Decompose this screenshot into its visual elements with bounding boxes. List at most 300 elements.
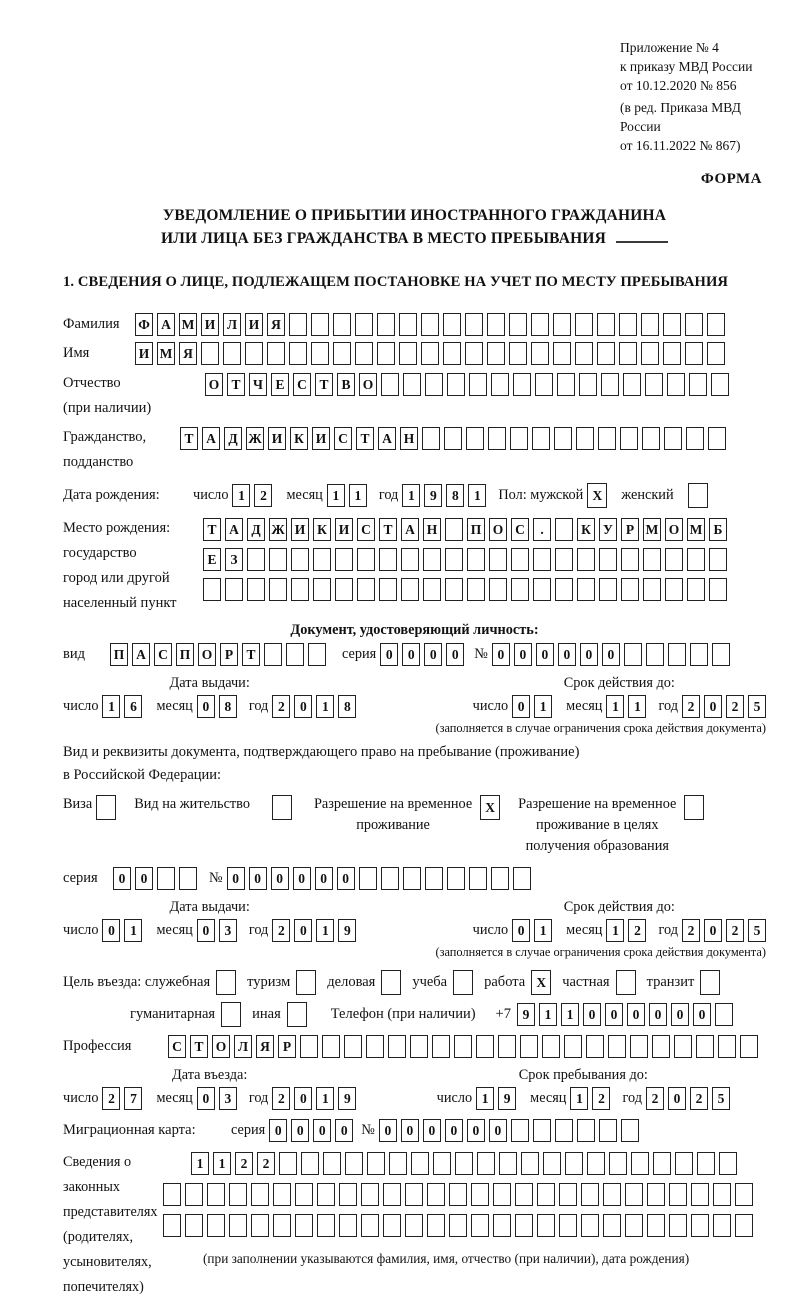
- form-cell: 0: [313, 1119, 331, 1142]
- form-cell: [272, 795, 292, 820]
- tourism-checkbox: [296, 970, 316, 995]
- form-cell: [381, 867, 399, 890]
- phone-cells: [517, 1003, 733, 1026]
- permit-valid-year-cells: [682, 919, 766, 942]
- temp-permit-label: Разрешение на временное проживание: [313, 796, 473, 833]
- form-cell: [645, 373, 663, 396]
- form-cell: [425, 867, 443, 890]
- form-cell: [489, 548, 507, 571]
- form-cell: [269, 548, 287, 571]
- form-cell: [383, 1183, 401, 1206]
- form-cell: [221, 1002, 241, 1027]
- form-cell: [509, 313, 527, 336]
- work-checkbox: [531, 970, 551, 995]
- business-checkbox: [381, 970, 401, 995]
- form-cell: [630, 1035, 648, 1058]
- form-cell: М: [643, 518, 661, 541]
- legal-cells-1: [191, 1152, 753, 1175]
- stay-until-block: Срок пребывания до: число 1 9 месяц 1 2 год 2 0 2 5: [437, 1067, 766, 1110]
- form-cell: [537, 1214, 555, 1237]
- form-cell: [712, 643, 730, 666]
- form-cell: 2: [254, 484, 272, 507]
- form-cell: [642, 427, 660, 450]
- form-cell: [740, 1035, 758, 1058]
- form-cell: [665, 548, 683, 571]
- form-cell: [229, 1183, 247, 1206]
- residence-permit-checkbox: [272, 795, 292, 820]
- form-cell: 2: [628, 919, 646, 942]
- form-cell: [577, 1119, 595, 1142]
- form-cell: 9: [424, 484, 442, 507]
- citizenship-row: [63, 425, 766, 475]
- form-cell: [587, 1152, 605, 1175]
- form-cell: [489, 578, 507, 601]
- form-cell: [488, 427, 506, 450]
- form-cell: [616, 970, 636, 995]
- form-cell: [697, 1152, 715, 1175]
- form-cell: Е: [203, 548, 221, 571]
- form-cell: [709, 578, 727, 601]
- form-cell: [313, 548, 331, 571]
- form-cell: [669, 1214, 687, 1237]
- form-cell: [685, 313, 703, 336]
- form-cell: Т: [379, 518, 397, 541]
- permit-issue-year-cells: [272, 919, 356, 942]
- form-cell: 2: [272, 695, 290, 718]
- form-cell: 0: [402, 643, 420, 666]
- form-cell: 5: [748, 695, 766, 718]
- other-label: иная: [252, 1006, 281, 1022]
- form-cell: 0: [337, 867, 355, 890]
- form-cell: [445, 548, 463, 571]
- form-cell: [669, 1183, 687, 1206]
- header-line: от 10.12.2020 № 856: [620, 78, 737, 93]
- form-cell: А: [202, 427, 220, 450]
- form-cell: Я: [256, 1035, 274, 1058]
- residence-permit-item: [134, 794, 292, 820]
- form-cell: [643, 578, 661, 601]
- doc-type-row: [63, 643, 766, 666]
- form-cell: [401, 548, 419, 571]
- tourism-label: туризм: [247, 974, 291, 990]
- business-label: деловая: [327, 974, 376, 990]
- surname-row: [63, 313, 766, 336]
- form-cell: [621, 578, 639, 601]
- form-cell: [465, 342, 483, 365]
- form-cell: [247, 578, 265, 601]
- form-cell: [296, 970, 316, 995]
- form-cell: И: [335, 518, 353, 541]
- form-cell: 0: [649, 1003, 667, 1026]
- form-cell: [624, 643, 642, 666]
- forma-label: ФОРМА: [700, 171, 762, 187]
- form-cell: [427, 1214, 445, 1237]
- form-cell: А: [132, 643, 150, 666]
- permit-series-row: [63, 867, 766, 890]
- form-cell: [157, 867, 175, 890]
- form-cell: 2: [235, 1152, 253, 1175]
- form-cell: [577, 578, 595, 601]
- form-cell: [575, 313, 593, 336]
- residence-permit-label: Вид на жительство: [134, 796, 250, 812]
- form-cell: 8: [338, 695, 356, 718]
- form-cell: [511, 578, 529, 601]
- permit-issue-month-cells: [197, 919, 237, 942]
- doc-type-label: вид: [63, 646, 85, 662]
- form-cell: 9: [498, 1087, 516, 1110]
- form-cell: [691, 1183, 709, 1206]
- form-cell: [696, 1035, 714, 1058]
- doc-dates: [63, 675, 766, 736]
- form-cell: 1: [316, 1087, 334, 1110]
- form-cell: [553, 342, 571, 365]
- form-cell: [467, 548, 485, 571]
- humanitarian-checkbox: [221, 1002, 241, 1027]
- form-cell: [599, 578, 617, 601]
- form-cell: 1: [102, 695, 120, 718]
- permit-series-cells: [113, 867, 197, 890]
- residence-checkbox-row: [63, 794, 766, 857]
- form-cell: [515, 1183, 533, 1206]
- form-cell: [355, 342, 373, 365]
- form-cell: В: [337, 373, 355, 396]
- birthplace-cells-3: [203, 578, 727, 601]
- form-cell: 9: [517, 1003, 535, 1026]
- form-cell: [377, 342, 395, 365]
- form-cell: [289, 342, 307, 365]
- form-cell: [367, 1152, 385, 1175]
- form-cell: [361, 1214, 379, 1237]
- form-cell: 0: [294, 919, 312, 942]
- form-cell: [663, 342, 681, 365]
- form-cell: [565, 1152, 583, 1175]
- form-cell: [686, 427, 704, 450]
- form-cell: 0: [294, 1087, 312, 1110]
- profession-cells: [168, 1035, 758, 1058]
- form-cell: Ф: [135, 313, 153, 336]
- form-cell: [535, 373, 553, 396]
- form-cell: [317, 1183, 335, 1206]
- legal-cells-2: [163, 1183, 753, 1206]
- purpose-row: [63, 970, 766, 995]
- entry-day-cells: [102, 1087, 142, 1110]
- doc-valid-year-cells: [682, 695, 766, 718]
- form-cell: [357, 548, 375, 571]
- sex-female-label: женский: [621, 487, 674, 503]
- doc-type-cells: [110, 643, 326, 666]
- form-cell: 1: [534, 919, 552, 942]
- form-cell: Д: [224, 427, 242, 450]
- form-cell: 0: [113, 867, 131, 890]
- entry-dates: [63, 1067, 766, 1110]
- form-cell: [542, 1035, 560, 1058]
- doc-number-label: №: [474, 646, 488, 662]
- form-cell: [405, 1183, 423, 1206]
- form-cell: 2: [257, 1152, 275, 1175]
- form-cell: [599, 548, 617, 571]
- citizenship-cells: [180, 427, 726, 450]
- blank-underline: [616, 241, 668, 243]
- birthplace-cells-stack: [203, 518, 727, 601]
- form-cell: 0: [401, 1119, 419, 1142]
- form-cell: [533, 1119, 551, 1142]
- form-cell: [295, 1214, 313, 1237]
- form-cell: Р: [220, 643, 238, 666]
- form-cell: 0: [583, 1003, 601, 1026]
- mig-series-label: серия: [231, 1122, 266, 1138]
- form-cell: Д: [247, 518, 265, 541]
- form-cell: [665, 578, 683, 601]
- form-cell: Т: [315, 373, 333, 396]
- form-cell: [621, 1119, 639, 1142]
- form-cell: 1: [534, 695, 552, 718]
- form-cell: [601, 373, 619, 396]
- study-checkbox: [453, 970, 473, 995]
- form-cell: [643, 548, 661, 571]
- residence-doc-text-2: в Российской Федерации:: [63, 767, 222, 783]
- form-cell: 0: [492, 643, 510, 666]
- form-cell: И: [312, 427, 330, 450]
- form-cell: Р: [621, 518, 639, 541]
- form-cell: [707, 342, 725, 365]
- form-cell: 2: [682, 695, 700, 718]
- form-cell: [279, 1152, 297, 1175]
- doc-issue-block: Дата выдачи: число 1 6 месяц 0 8 год 2 0 1 8: [63, 675, 356, 736]
- form-cell: [273, 1214, 291, 1237]
- form-cell: [532, 427, 550, 450]
- permit-valid-month-cells: [606, 919, 646, 942]
- transit-label: транзит: [646, 974, 695, 990]
- birth-day-cells: [232, 484, 272, 507]
- form-cell: [291, 578, 309, 601]
- permit-number-label: №: [209, 870, 223, 886]
- patronymic-row: [63, 371, 766, 421]
- form-cell: 0: [445, 1119, 463, 1142]
- form-cell: О: [205, 373, 223, 396]
- form-cell: 3: [219, 919, 237, 942]
- birth-year-cells: [402, 484, 486, 507]
- form-cell: [579, 373, 597, 396]
- form-cell: Ж: [269, 518, 287, 541]
- form-cell: [499, 1152, 517, 1175]
- form-cell: Я: [179, 342, 197, 365]
- form-cell: 1: [316, 919, 334, 942]
- form-cell: [581, 1183, 599, 1206]
- form-cell: X: [587, 483, 607, 508]
- form-cell: 1: [327, 484, 345, 507]
- form-cell: [685, 342, 703, 365]
- form-cell: [389, 1152, 407, 1175]
- birth-month-cells: [327, 484, 367, 507]
- form-cell: [586, 1035, 604, 1058]
- year-label: год: [378, 487, 399, 503]
- form-cell: [179, 867, 197, 890]
- form-cell: О: [212, 1035, 230, 1058]
- form-cell: К: [313, 518, 331, 541]
- name-cells: [135, 342, 725, 365]
- form-cell: 0: [315, 867, 333, 890]
- form-cell: Ж: [246, 427, 264, 450]
- mig-number-cells: [379, 1119, 639, 1142]
- form-cell: [339, 1183, 357, 1206]
- form-cell: [625, 1214, 643, 1237]
- official-checkbox: [216, 970, 236, 995]
- form-cell: [646, 643, 664, 666]
- doc-number-cells: [492, 643, 730, 666]
- form-cell: [245, 342, 263, 365]
- form-cell: [664, 427, 682, 450]
- form-cell: 1: [476, 1087, 494, 1110]
- form-cell: [453, 970, 473, 995]
- form-cell: 2: [102, 1087, 120, 1110]
- legal-reps-section: [63, 1150, 766, 1300]
- form-cell: [433, 1152, 451, 1175]
- permit-issue-block: Дата выдачи: число 0 1 месяц 0 3 год 2 0 1 9: [63, 899, 356, 960]
- form-cell: Е: [271, 373, 289, 396]
- form-cell: [287, 1002, 307, 1027]
- form-cell: [575, 342, 593, 365]
- form-cell: [719, 1152, 737, 1175]
- form-cell: [449, 1214, 467, 1237]
- form-cell: 3: [219, 1087, 237, 1110]
- form-cell: [647, 1214, 665, 1237]
- form-cell: 2: [592, 1087, 610, 1110]
- form-cell: [621, 548, 639, 571]
- header-line: (в ред. Приказа МВД России: [620, 100, 741, 134]
- permit-dates: [63, 899, 766, 960]
- form-cell: П: [176, 643, 194, 666]
- form-cell: 8: [446, 484, 464, 507]
- form-cell: [267, 342, 285, 365]
- form-cell: [555, 578, 573, 601]
- legal-reps-cells: [163, 1152, 753, 1267]
- form-cell: [511, 548, 529, 571]
- form-cell: [577, 548, 595, 571]
- doc-valid-day-cells: [512, 695, 552, 718]
- form-cell: Л: [234, 1035, 252, 1058]
- form-cell: [533, 548, 551, 571]
- purpose-row-2: [130, 1002, 766, 1027]
- entry-date-block: Дата въезда: число 2 7 месяц 0 3 год 2 0 1 9: [63, 1067, 356, 1110]
- form-cell: [399, 313, 417, 336]
- form-cell: [709, 548, 727, 571]
- form-cell: [251, 1214, 269, 1237]
- form-cell: [421, 313, 439, 336]
- doc-series-cells: [380, 643, 464, 666]
- form-cell: 0: [671, 1003, 689, 1026]
- doc-issue-year-cells: [272, 695, 356, 718]
- form-cell: 2: [646, 1087, 664, 1110]
- form-cell: [735, 1183, 753, 1206]
- form-cell: 0: [536, 643, 554, 666]
- stay-month-cells: [570, 1087, 610, 1110]
- form-cell: [264, 643, 282, 666]
- form-cell: [317, 1214, 335, 1237]
- temp-permit-edu-checkbox: [684, 795, 704, 820]
- form-cell: [708, 427, 726, 450]
- form-cell: [269, 578, 287, 601]
- form-cell: М: [179, 313, 197, 336]
- form-cell: [311, 313, 329, 336]
- form-cell: И: [245, 313, 263, 336]
- form-cell: Б: [709, 518, 727, 541]
- form-cell: [379, 578, 397, 601]
- form-cell: [323, 1152, 341, 1175]
- form-cell: 0: [380, 643, 398, 666]
- form-cell: [445, 578, 463, 601]
- mig-series-cells: [269, 1119, 353, 1142]
- citizenship-label: Гражданство, подданство: [63, 429, 147, 470]
- stay-day-cells: [476, 1087, 516, 1110]
- profession-row: [63, 1035, 766, 1058]
- form-cell: [339, 1214, 357, 1237]
- form-cell: [300, 1035, 318, 1058]
- form-cell: 1: [402, 484, 420, 507]
- legal-reps-label: Сведения о законных представителях (родителях, усыновителях, попечителях): [63, 1154, 158, 1295]
- form-cell: [449, 1183, 467, 1206]
- legal-note: (при заполнении указываются фамилия, имя, отчество (при наличии), дата рождения): [203, 1251, 690, 1266]
- form-cell: С: [357, 518, 375, 541]
- form-cell: П: [110, 643, 128, 666]
- doc-valid-month-cells: [606, 695, 646, 718]
- other-checkbox: [287, 1002, 307, 1027]
- form-cell: П: [467, 518, 485, 541]
- form-cell: 0: [102, 919, 120, 942]
- form-cell: [581, 1214, 599, 1237]
- form-cell: Ч: [249, 373, 267, 396]
- form-cell: [411, 1152, 429, 1175]
- form-cell: 0: [693, 1003, 711, 1026]
- form-cell: [427, 1183, 445, 1206]
- form-cell: [251, 1183, 269, 1206]
- form-cell: [557, 373, 575, 396]
- permit-valid-day-cells: [512, 919, 552, 942]
- form-cell: [711, 373, 729, 396]
- form-cell: Л: [223, 313, 241, 336]
- form-cell: [718, 1035, 736, 1058]
- form-cell: 0: [423, 1119, 441, 1142]
- form-cell: [225, 578, 243, 601]
- form-cell: [447, 867, 465, 890]
- form-cell: [422, 427, 440, 450]
- form-cell: 0: [704, 695, 722, 718]
- form-cell: [344, 1035, 362, 1058]
- form-cell: И: [201, 313, 219, 336]
- form-cell: [286, 643, 304, 666]
- form-cell: [603, 1183, 621, 1206]
- form-header: [620, 38, 766, 155]
- visa-checkbox: [96, 795, 116, 820]
- form-cell: 0: [424, 643, 442, 666]
- form-cell: Т: [180, 427, 198, 450]
- form-cell: [511, 1119, 529, 1142]
- form-cell: А: [401, 518, 419, 541]
- form-cell: [399, 342, 417, 365]
- phone-label: Телефон (при наличии): [330, 1006, 476, 1022]
- form-cell: [619, 342, 637, 365]
- form-cell: [443, 342, 461, 365]
- form-cell: [668, 643, 686, 666]
- form-cell: [609, 1152, 627, 1175]
- form-cell: [455, 1152, 473, 1175]
- form-cell: X: [531, 970, 551, 995]
- form-cell: [647, 1183, 665, 1206]
- form-cell: 1: [561, 1003, 579, 1026]
- birthplace-label: Место рождения: государство город или другой населенный пункт: [63, 520, 177, 611]
- form-cell: 1: [232, 484, 250, 507]
- form-cell: [537, 1183, 555, 1206]
- header-line: от 16.11.2022 № 867): [620, 138, 741, 153]
